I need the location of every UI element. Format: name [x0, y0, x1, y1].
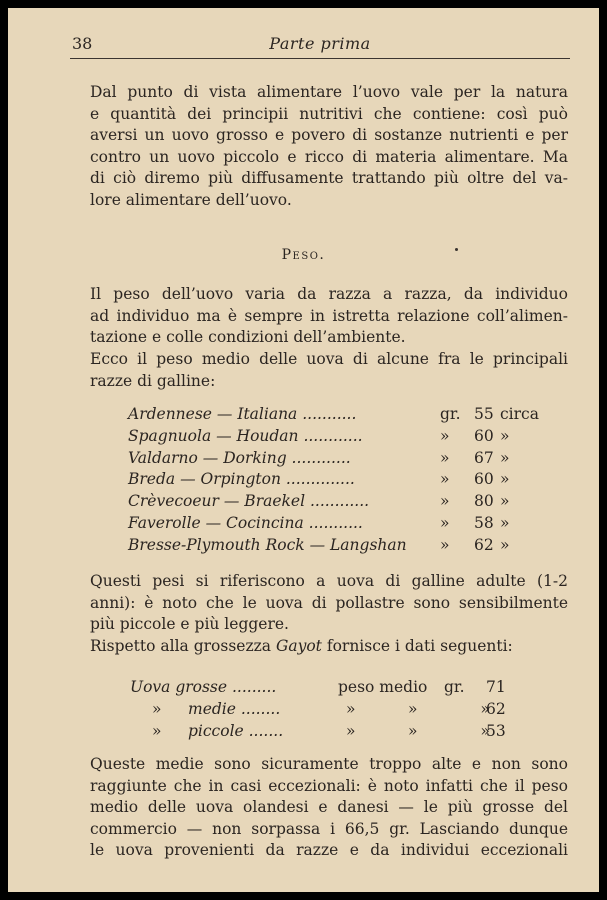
- breed-note: »: [500, 448, 510, 467]
- author-name: Gayot: [275, 637, 322, 655]
- breed-note: »: [500, 513, 510, 532]
- weight-label: »: [346, 699, 356, 718]
- text-line: commercio — non sorpassa i 66,5 gr. Lasciando dunque: [90, 819, 568, 838]
- table-row: [128, 426, 548, 448]
- breed-weight: 58: [474, 513, 494, 532]
- text-line: ad individuo ma è sempre in istretta relazione coll’alimen-: [90, 306, 568, 325]
- book-page: [8, 8, 599, 892]
- text-line: Ecco il peso medio delle uova di alcune fra le principali: [90, 350, 568, 368]
- breed-unit: »: [440, 470, 450, 489]
- breed-weight: 62: [474, 535, 494, 554]
- egg-size-label: medie ........: [188, 699, 281, 718]
- breed-note: »: [500, 426, 510, 445]
- breed-unit: »: [440, 535, 450, 554]
- text-after-author: fornisce i dati seguenti:: [321, 637, 513, 655]
- running-head: Parte prima: [269, 34, 371, 53]
- text-line: Dal punto di vista alimentare l’uovo vale per la natura: [90, 83, 568, 101]
- breed-name: Ardennese — Italiana ...........: [128, 405, 357, 423]
- text-line: [90, 636, 568, 658]
- breed-unit: »: [440, 492, 450, 511]
- paragraph-gayot: [90, 636, 568, 658]
- text-line: razze di galline:: [90, 371, 216, 390]
- page-number: 38: [72, 34, 93, 53]
- text-before-author: Rispetto alla grossezza: [90, 637, 276, 655]
- paragraph-weight: [90, 284, 568, 349]
- paragraph-intro-table: [90, 349, 568, 392]
- table-row: [128, 535, 548, 557]
- table-row: [128, 469, 548, 491]
- table-row: [130, 721, 550, 743]
- ditto-mark: »: [152, 699, 162, 718]
- breed-weight: 60: [474, 470, 494, 489]
- text-line: lore alimentare dell’uovo.: [90, 190, 292, 209]
- breed-name: Spagnuola — Houdan ............: [128, 426, 363, 445]
- table-row: [130, 677, 550, 699]
- weight-unit: » »: [408, 721, 490, 740]
- breed-unit: »: [440, 448, 450, 467]
- breed-weight: 80: [474, 492, 494, 511]
- table-row: [128, 448, 548, 470]
- breed-name: Faverolle — Cocincina ...........: [128, 513, 363, 532]
- text-line: medio delle uova olandesi e danesi — le più grosse del: [90, 798, 568, 816]
- text-line: raggiunte che in casi eccezionali: è noto infatti che il peso: [90, 776, 568, 795]
- gayot-weight-table: [130, 677, 550, 742]
- paragraph-nutrition: [90, 82, 568, 211]
- text-line: Questi pesi si riferiscono a uova di galline adulte (1-2: [90, 572, 568, 590]
- table-row: [128, 404, 548, 426]
- breed-note: »: [500, 492, 510, 511]
- paragraph-adult-hens: [90, 571, 568, 636]
- text-line: aversi un uovo grosso e povero di sostanze nutrienti e per: [90, 126, 568, 144]
- text-line: di ciò diremo più diffusamente trattando più oltre del va-: [90, 169, 568, 187]
- paragraph-averages: [90, 754, 568, 862]
- text-line: Il peso dell’uovo varia da razza a razza, da individuo: [90, 285, 568, 303]
- text-line: e quantità dei principii nutritivi che contiene: così può: [90, 104, 568, 123]
- breed-weight: 55: [474, 405, 494, 423]
- text-line: Queste medie sono sicuramente troppo alte e non sono: [90, 755, 568, 773]
- page-header: [70, 32, 570, 59]
- text-line: anni): è noto che le uova di pollastre sono sensibilmente: [90, 593, 568, 612]
- breed-name: Bresse-Plymouth Rock — Langshan: [128, 535, 407, 554]
- breed-unit: gr.: [440, 405, 461, 423]
- weight-label: »: [346, 721, 356, 740]
- table-row: [130, 699, 550, 721]
- breed-unit: »: [440, 513, 450, 532]
- weight-unit: » »: [408, 699, 490, 718]
- breed-name: Valdarno — Dorking ............: [128, 448, 351, 467]
- egg-size-label: piccole .......: [188, 721, 284, 740]
- weight-unit: gr.: [444, 678, 465, 696]
- egg-weight: 71: [486, 678, 506, 696]
- table-row: [128, 491, 548, 513]
- print-speck: [455, 248, 458, 251]
- breed-name: Breda — Orpington ..............: [128, 470, 355, 489]
- ditto-mark: »: [152, 721, 162, 740]
- breed-weight: 60: [474, 426, 494, 445]
- text-line: contro un uovo piccolo e ricco di materia alimentare. Ma: [90, 147, 568, 166]
- breed-note: circa: [500, 405, 539, 423]
- text-line: tazione e colle condizioni dell’ambiente.: [90, 328, 406, 346]
- text-line: le uova provenienti da razze e da individui eccezionali: [90, 841, 568, 859]
- table-row: [128, 513, 548, 535]
- egg-size-label: Uova grosse .........: [130, 678, 277, 696]
- breed-unit: »: [440, 426, 450, 445]
- breed-weight-table: [128, 404, 548, 557]
- breed-weight: 67: [474, 448, 494, 467]
- egg-weight: 62: [486, 699, 506, 718]
- breed-note: »: [500, 535, 510, 554]
- breed-note: »: [500, 470, 510, 489]
- text-line: più piccole e più leggere.: [90, 615, 289, 633]
- breed-name: Crèvecoeur — Braekel ............: [128, 492, 370, 511]
- section-heading: Peso.: [281, 247, 326, 263]
- egg-weight: 53: [486, 721, 506, 740]
- weight-label: peso medio: [338, 678, 428, 696]
